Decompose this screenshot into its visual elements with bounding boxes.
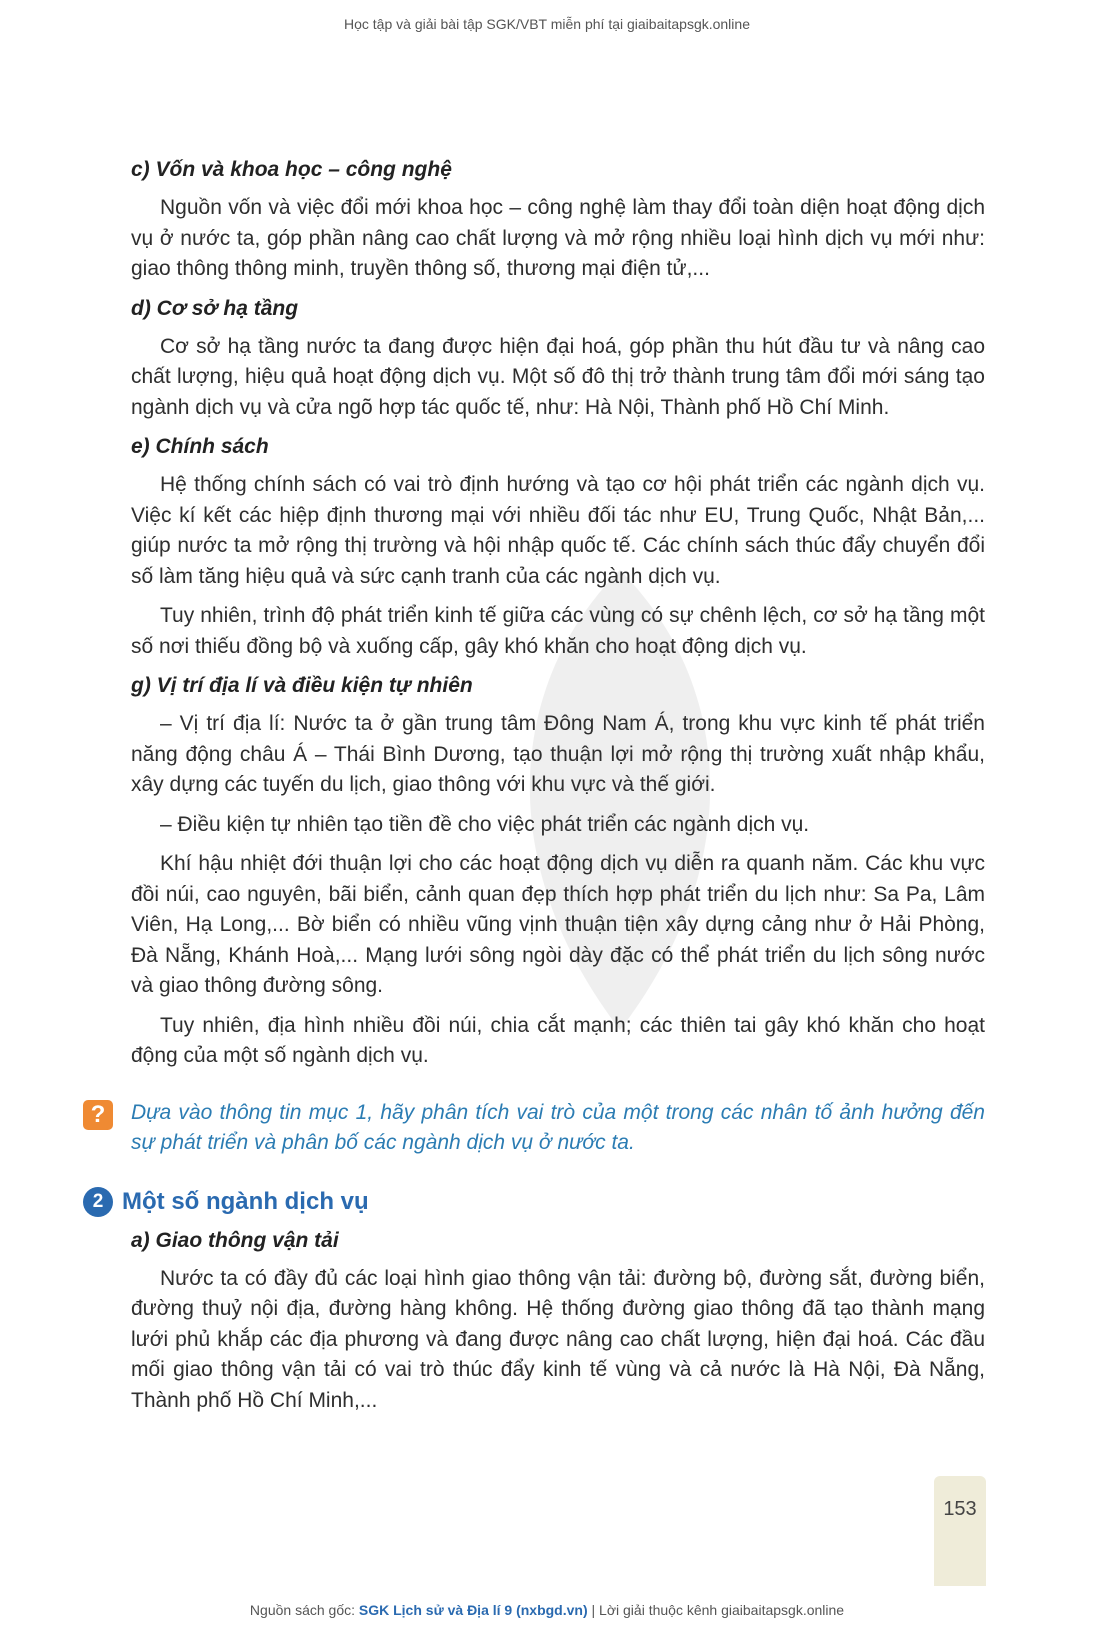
page-number: 153 <box>943 1498 977 1520</box>
heading-e: e) Chính sách <box>131 435 269 458</box>
page-number-tab <box>934 1476 986 1586</box>
paragraph-g4: Tuy nhiên, địa hình nhiều đồi núi, chia cắt mạnh; các thiên tai gây khó khăn cho hoạt động của một số ngành dịch vụ. <box>131 1013 985 1067</box>
paragraph-e2: Tuy nhiên, trình độ phát triển kinh tế giữa các vùng có sự chênh lệch, cơ sở hạ tầng một số nơi thiếu đồng bộ và xuống cấp, gây khó khăn cho hoạt động dịch vụ. <box>131 604 985 658</box>
question-mark-icon: ? <box>83 1100 113 1130</box>
paragraph-g1: – Vị trí địa lí: Nước ta ở gần trung tâm Đông Nam Á, trong khu vực kinh tế phát triển năng động châu Á – Thái Bình Dương, tạo thuận lợi mở rộng thị trường xuất nhập khẩu, xây dựng các tuyến du lịch, giao thông với khu vực và thế giới. <box>131 712 985 796</box>
section-2-header <box>92 1186 985 1220</box>
paragraph-g3: Khí hậu nhiệt đới thuận lợi cho các hoạt động dịch vụ diễn ra quanh năm. Các khu vực đồi núi, cao nguyên, bãi biển, cảnh quan đẹp thích hợp phát triển du lịch như: Sa Pa, Lâm Viên, Hạ Long,... Bờ biển có nhiều vũng vịnh thuận tiện xây dựng cảng như ở Hải Phòng, Đà Nẵng, Khánh Hoà,... Mạng lưới sông ngòi dày đặc có thể phát triển du lịch sông nước và giao thông đường sông. <box>131 852 985 997</box>
heading-c: c) Vốn và khoa học – công nghệ <box>131 158 452 181</box>
heading-transport: a) Giao thông vận tải <box>131 1228 339 1252</box>
paragraph-c1: Nguồn vốn và việc đổi mới khoa học – công nghệ làm thay đổi toàn diện hoạt động dịch vụ ở nước ta, góp phần nâng cao chất lượng và mở rộng nhiều loại hình dịch vụ mới như: giao thông thông minh, truyền thông số, thương mại điện tử,... <box>131 196 985 280</box>
footer-suffix: | Lời giải thuộc kênh giaibaitapsgk.online <box>587 1602 845 1618</box>
paragraph-e1: Hệ thống chính sách có vai trò định hướng và tạo cơ hội phát triển các ngành dịch vụ. Việc kí kết các hiệp định thương mại với nhiều đối tác như EU, Trung Quốc, Nhật Bản,... giúp nước ta mở rộng thị trường và hội nhập quốc tế. Các chính sách thúc đẩy chuyển đổi số làm tăng hiệu quả và sức cạnh tranh của các ngành dịch vụ. <box>131 473 985 588</box>
question-text: Dựa vào thông tin mục 1, hãy phân tích vai trò của một trong các nhân tố ảnh hưởng đến sự phát triển và phân bố các ngành dịch vụ ở nước ta. <box>131 1100 985 1154</box>
paragraph-d1: Cơ sở hạ tầng nước ta đang được hiện đại hoá, góp phần thu hút đầu tư và nâng cao chất lượng, hiệu quả hoạt động dịch vụ. Một số đô thị trở thành trung tâm đổi mới sáng tạo ngành dịch vụ và cửa ngõ hợp tác quốc tế, như: Hà Nội, Thành phố Hồ Chí Minh. <box>131 334 985 419</box>
heading-g: g) Vị trí địa lí và điều kiện tự nhiên <box>131 674 473 697</box>
question-box <box>90 1098 985 1158</box>
paragraph-g2: – Điều kiện tự nhiên tạo tiền đề cho việc phát triển các ngành dịch vụ. <box>160 812 810 836</box>
footer-prefix: Nguồn sách gốc: <box>249 1602 359 1618</box>
top-note: Học tập và giải bài tập SGK/VBT miễn phí tại giaibaitapsgk.online <box>344 16 750 32</box>
page-content <box>90 155 985 1425</box>
section-title: Một số ngành dịch vụ <box>122 1187 369 1215</box>
paragraph-transport: Nước ta có đầy đủ các loại hình giao thông vận tải: đường bộ, đường sắt, đường biển, đường thuỷ nội địa, đường hàng không. Hệ thống đường giao thông đã tạo thành mạng lưới phủ khắp các địa phương và đang được nâng cao chất lượng, hiện đại hoá. Các đầu mối giao thông vận tải có vai trò thúc đẩy kinh tế vùng và cả nước là Hà Nội, Đà Nẵng, Thành phố Hồ Chí Minh,... <box>131 1266 985 1412</box>
section-number-badge: 2 <box>83 1187 113 1217</box>
heading-d: d) Cơ sở hạ tầng <box>131 296 299 320</box>
footer-book-link[interactable]: SGK Lịch sử và Địa lí 9 (nxbgd.vn) <box>358 1602 588 1618</box>
footer-note <box>0 1602 1094 1618</box>
